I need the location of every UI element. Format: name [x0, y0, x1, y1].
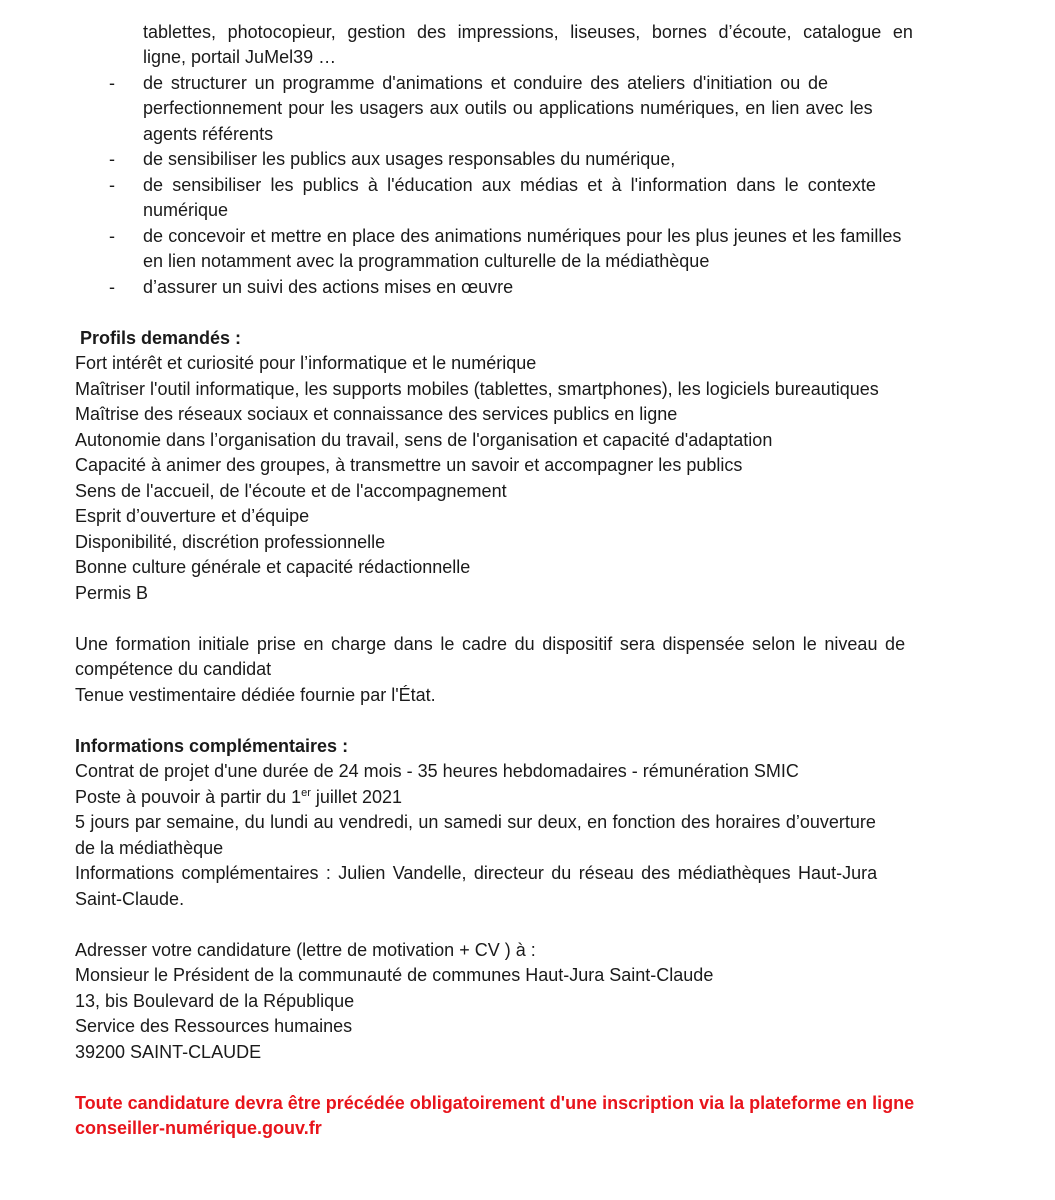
mission-item-4-line-2: en lien notamment avec la programmation culturelle de la médiathèque [143, 251, 710, 271]
profil-item: Capacité à animer des groupes, à transmettre un savoir et accompagner les publics [75, 455, 743, 475]
bullet-dash: - [109, 277, 115, 297]
missions-continuation-line-2: ligne, portail JuMel39 … [143, 47, 337, 67]
profil-item: Disponibilité, discrétion professionnelle [75, 532, 386, 552]
infos-heading: Informations complémentaires : [75, 736, 349, 756]
mission-item-1-line-2: perfectionnement pour les usagers aux outils ou applications numériques, en lien avec les [143, 98, 873, 118]
formation-line-1: Une formation initiale prise en charge dans le cadre du dispositif sera dispensée selon le niveau de [75, 634, 906, 654]
mission-item-5-line-1: d’assurer un suivi des actions mises en œuvre [143, 277, 514, 297]
profil-item: Autonomie dans l’organisation du travail, sens de l'organisation et capacité d'adaptation [75, 430, 773, 450]
adresse-destinataire: Monsieur le Président de la communauté de communes Haut-Jura Saint-Claude [75, 965, 714, 985]
infos-jours-line-2: de la médiathèque [75, 838, 224, 858]
adresse-rue: 13, bis Boulevard de la République [75, 991, 355, 1011]
profil-item: Maîtrise des réseaux sociaux et connaissance des services publics en ligne [75, 404, 678, 424]
formation-line-2: compétence du candidat [75, 659, 272, 679]
notice-platform-link[interactable]: conseiller-numérique.gouv.fr [75, 1118, 322, 1138]
profil-item: Maîtriser l'outil informatique, les supports mobiles (tablettes, smartphones), les logiciels bureautiques [75, 379, 879, 399]
mission-item-1-line-1: de structurer un programme d'animations et conduire des ateliers d'initiation ou de [143, 73, 829, 93]
mission-item-3-line-2: numérique [143, 200, 229, 220]
profil-item: Sens de l'accueil, de l'écoute et de l'accompagnement [75, 481, 507, 501]
bullet-dash: - [109, 226, 115, 246]
infos-jours-line-1: 5 jours par semaine, du lundi au vendredi, un samedi sur deux, en fonction des horaires d’ouverture [75, 812, 876, 832]
mission-item-2-line-1: de sensibiliser les publics aux usages responsables du numérique, [143, 149, 676, 169]
mission-item-3-line-1: de sensibiliser les publics à l'éducation aux médias et à l'information dans le contexte [143, 175, 876, 195]
profil-item: Permis B [75, 583, 149, 603]
infos-contact-line-1: Informations complémentaires : Julien Vandelle, directeur du réseau des médiathèques Haut-Jura [75, 863, 878, 883]
mission-item-4-line-1: de concevoir et mettre en place des animations numériques pour les plus jeunes et les familles [143, 226, 902, 246]
adresse-ville: 39200 SAINT-CLAUDE [75, 1042, 262, 1062]
bullet-dash: - [109, 175, 115, 195]
missions-continuation-line-1: tablettes, photocopieur, gestion des impressions, liseuses, bornes d’écoute, catalogue en [143, 22, 913, 42]
notice-line-1: Toute candidature devra être précédée obligatoirement d'une inscription via la plateforme en ligne [75, 1093, 915, 1113]
profil-item: Fort intérêt et curiosité pour l’informatique et le numérique [75, 353, 537, 373]
profils-heading: Profils demandés : [80, 328, 242, 348]
bullet-dash: - [109, 73, 115, 93]
infos-poste-suffix: juillet 2021 [310, 787, 402, 807]
infos-poste-superscript: er [301, 787, 311, 799]
profil-item: Bonne culture générale et capacité rédactionnelle [75, 557, 471, 577]
infos-contact-line-2: Saint-Claude. [75, 889, 185, 909]
infos-poste-prefix: Poste à pouvoir à partir du 1 [75, 787, 302, 807]
profil-item: Esprit d’ouverture et d’équipe [75, 506, 310, 526]
tenue-line: Tenue vestimentaire dédiée fournie par l'État. [75, 685, 436, 705]
infos-contrat: Contrat de projet d'une durée de 24 mois - 35 heures hebdomadaires - rémunération SMIC [75, 761, 799, 781]
mission-item-1-line-3: agents référents [143, 124, 274, 144]
adresse-intro: Adresser votre candidature (lettre de motivation + CV ) à : [75, 940, 536, 960]
adresse-service: Service des Ressources humaines [75, 1016, 353, 1036]
bullet-dash: - [109, 149, 115, 169]
infos-poste [75, 786, 402, 808]
